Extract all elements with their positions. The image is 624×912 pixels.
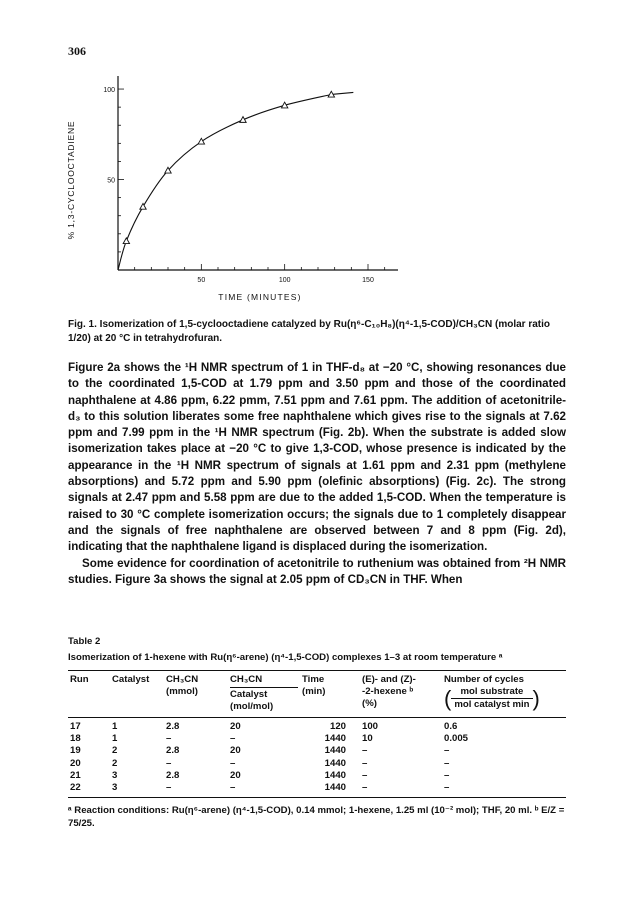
y-tick-label: 100 <box>103 87 115 95</box>
table-label: Table 2 <box>68 636 101 647</box>
data-point <box>240 117 246 123</box>
table-row <box>68 782 566 798</box>
table-row <box>68 718 566 734</box>
cell-catalyst: 3 <box>112 769 118 781</box>
cell-ch3cn: 2.8 <box>166 745 180 757</box>
cell-run: 19 <box>70 745 81 757</box>
chart-axes <box>118 76 398 270</box>
table-footnote: ᵃ Reaction conditions: Ru(η⁶-arene) (η⁴-1,5-COD), 0.14 mmol; 1-hexene, 1.25 ml (10⁻² mol); THF, 20 ml. ᵇ E/Z = 75/25. <box>68 805 565 830</box>
header-cycles-denominator: mol catalyst min <box>454 699 530 710</box>
header-time-line2: (min) <box>302 686 326 697</box>
cell-hexene: – <box>362 757 368 769</box>
header-ch3cn <box>164 671 228 718</box>
cell-hexene: – <box>348 782 442 798</box>
cell-cycles: – <box>444 745 450 757</box>
cell-ch3cn: 2.8 <box>166 721 180 732</box>
table-header-row <box>68 671 566 718</box>
header-hexene <box>348 671 442 718</box>
results-table <box>68 670 566 798</box>
cell-time: 1440 <box>324 769 346 781</box>
cell-ratio: 20 <box>230 769 241 781</box>
figure-caption: Fig. 1. Isomerization of 1,5-cyclooctadiene catalyzed by Ru(η⁶-C₁₀H₈)(η⁴-1,5-COD)/CH₃CN (molar ratio 1/20) at 20 °C in tetrahydrofuran. <box>68 319 551 344</box>
cell-ratio: – <box>230 733 236 745</box>
header-cycles-fraction: ( mol substrate mol catalyst min ) <box>444 685 540 711</box>
x-tick-label: 100 <box>278 277 291 284</box>
cell-time: 1440 <box>324 733 346 745</box>
y-axis-label: % 1,3-CYCLOOCTADIENE <box>66 120 76 240</box>
isomerization-chart <box>66 60 418 302</box>
cell-cycles: – <box>442 782 566 798</box>
table-title: Isomerization of 1-hexene with Ru(η⁶-arene) (η⁴-1,5-COD) complexes 1–3 at room temperature ᵃ <box>68 652 503 663</box>
chart-ticks <box>103 87 384 284</box>
cell-time: 1440 <box>324 745 346 757</box>
cell-catalyst: 2 <box>112 745 118 757</box>
cell-cycles: 0.6 <box>444 721 458 732</box>
cell-ratio: 20 <box>230 745 241 757</box>
header-hexene-line2: -2-hexene ᵇ <box>362 686 414 697</box>
cell-cycles: 0.005 <box>444 733 469 745</box>
table-row <box>68 733 566 745</box>
x-axis-label: TIME (MINUTES) <box>218 292 302 302</box>
header-ratio-line3: (mol/mol) <box>230 701 274 712</box>
table-row <box>68 745 566 757</box>
paragraph: Some evidence for coordination of acetonitrile to ruthenium was obtained from ²H NMR studies. Figure 3a shows the signal at 2.05 ppm of CD₃CN in THF. When <box>68 556 566 586</box>
cell-hexene: 100 <box>362 721 379 732</box>
cell-run: 22 <box>68 782 110 798</box>
table-2 <box>68 636 566 830</box>
data-point <box>198 138 204 144</box>
header-ratio <box>228 671 300 718</box>
cell-hexene: 10 <box>362 733 373 745</box>
header-cycles-line1: Number of cycles <box>444 674 524 685</box>
cell-ch3cn: – <box>166 733 172 745</box>
header-hexene-line1: (E)- and (Z)- <box>362 674 416 685</box>
header-catalyst: Catalyst <box>110 671 164 718</box>
cell-ch3cn: 2.8 <box>166 769 180 781</box>
cell-cycles: – <box>444 757 450 769</box>
header-cycles-numerator: mol substrate <box>451 686 532 699</box>
cell-time: 1440 <box>300 782 348 798</box>
table-row <box>68 758 566 770</box>
y-tick-label: 50 <box>107 177 115 185</box>
body-text <box>68 360 566 588</box>
cell-run: 20 <box>70 757 81 769</box>
table-body <box>68 718 566 798</box>
header-hexene-line3: (%) <box>362 698 377 709</box>
header-ratio-line2: Catalyst <box>230 689 268 700</box>
cell-ratio: – <box>230 757 236 769</box>
table-row <box>68 770 566 782</box>
cell-catalyst: 1 <box>112 733 118 745</box>
cell-time: 120 <box>329 721 346 732</box>
x-tick-label: 150 <box>362 277 374 284</box>
data-point <box>140 203 146 209</box>
series-line <box>118 92 353 270</box>
header-time-line1: Time <box>302 674 325 685</box>
header-time <box>300 671 348 718</box>
header-ratio-line1: CH₃CN <box>230 674 298 688</box>
header-run: Run <box>68 671 110 718</box>
x-tick-label: 50 <box>197 277 206 284</box>
series-points <box>123 91 334 243</box>
cell-time: 1440 <box>324 757 346 769</box>
cell-ch3cn: – <box>164 782 228 798</box>
cell-hexene: – <box>362 745 368 757</box>
cell-catalyst: 1 <box>112 721 118 732</box>
cell-run: 21 <box>70 769 81 781</box>
cell-catalyst: 2 <box>112 757 118 769</box>
header-ch3cn-line1: CH₃CN <box>166 674 199 685</box>
cell-ratio: – <box>228 782 300 798</box>
cell-run: 18 <box>70 733 81 745</box>
cell-cycles: – <box>444 769 450 781</box>
header-ch3cn-line2: (mmol) <box>166 686 198 697</box>
cell-catalyst: 3 <box>110 782 164 798</box>
page-number: 306 <box>68 44 86 58</box>
paragraph: Figure 2a shows the ¹H NMR spectrum of 1 in THF-d₈ at −20 °C, showing resonances due to the coordinated 1,5-COD at 1.79 ppm and 3.50 ppm and those of the coordinated naphthalene at 4.86 ppm, 6.22 pmm, 7.51 ppm and 7.61 ppm. The addition of acetonitrile-d₃ to this solution liberates some free naphthalene which gives rise to the signals at 7.62 ppm and 7.99 ppm in the ¹H NMR spectrum (Fig. 2b). When the substrate is added slow isomerization takes place at −20 °C to give 1,3-COD, whose presence is indicated by the appearance in the ¹H NMR spectrum of signals at 1.61 ppm and 2.31 ppm (methylene absorptions) and 5.72 ppm and 5.90 ppm (olefinic absorptions) (Fig. 2c). The strong signals at 2.47 ppm and 5.58 ppm are due to the added 1,5-COD. When the temperature is raised to 30 °C complete isomerization occurs; the signals due to 1 completely disappear and the signals of free naphthalene are observed between 7 and 8 ppm (Fig. 2d), indicating that the naphthalene ligand is displaced during the isomerization. <box>68 361 566 554</box>
cell-ch3cn: – <box>166 757 172 769</box>
cell-hexene: – <box>362 769 368 781</box>
cell-run: 17 <box>70 721 81 732</box>
data-point <box>123 238 129 244</box>
header-cycles <box>442 671 566 718</box>
cell-ratio: 20 <box>230 721 241 732</box>
